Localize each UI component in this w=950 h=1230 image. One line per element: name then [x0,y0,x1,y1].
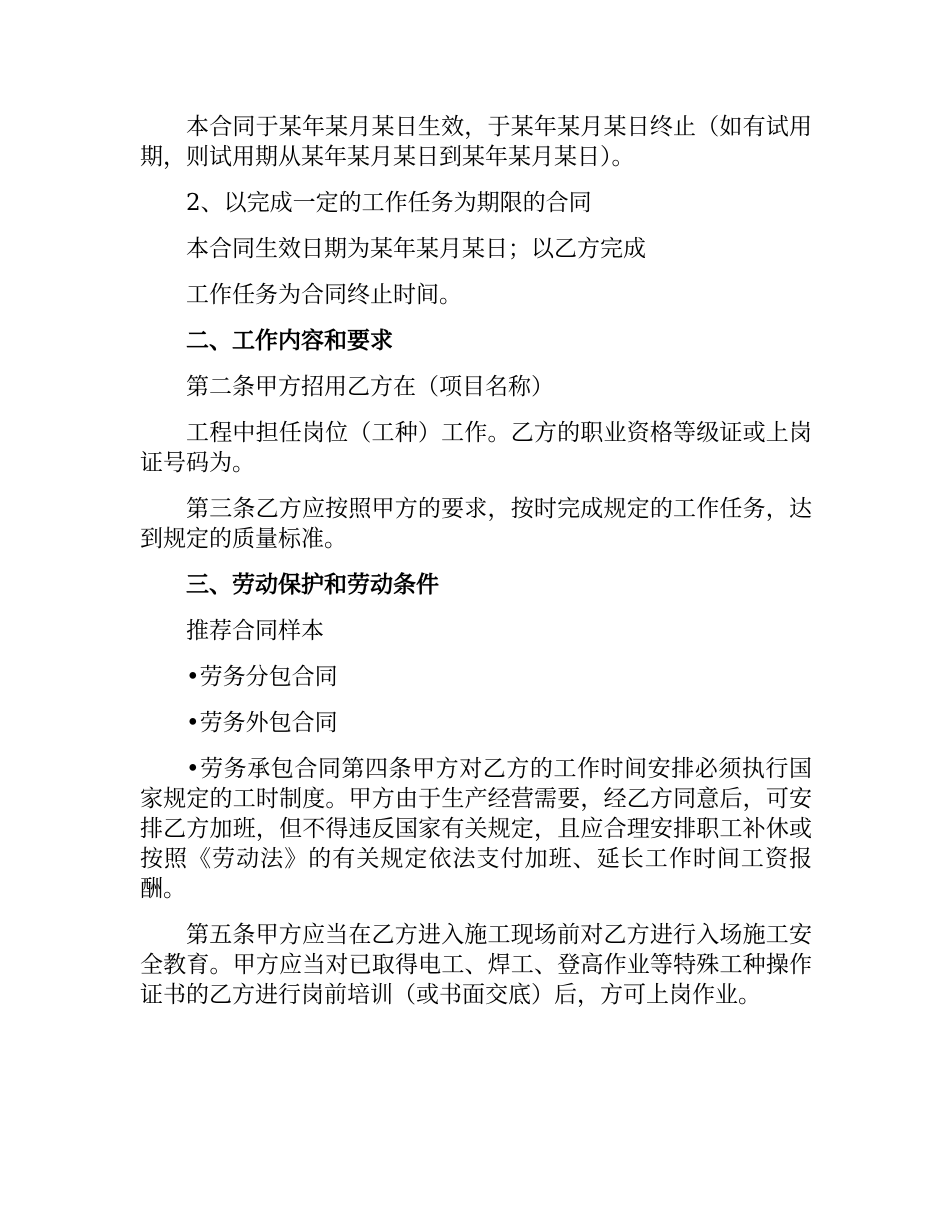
heading-labor-protection: 三、劳动保护和劳动条件 [186,571,439,598]
paragraph-termination: 工作任务为合同终止时间。 [186,282,462,308]
paragraph-article-5: 第五条甲方应当在乙方进入施工现场前对乙方进行入场施工安全教育。甲方应当对已取得电工、焊工、登高作业等特殊工种操作证书的乙方进行岗前培训（或书面交底）后，方可上岗作业。 [140,922,812,1008]
paragraph-article-4: •劳务承包合同第四条甲方对乙方的工作时间安排必须执行国家规定的工时制度。甲方由于生产经营需要，经乙方同意后，可安排乙方加班，但不得违反国家有关规定，且应合理安排职工补休或按照《劳动法》的有关规定依法支付加班、延长工作时间工资报酬。 [140,756,812,902]
paragraph-effective-date: 本合同于某年某月某日生效，于某年某月某日终止（如有试用期，则试用期从某年某月某日到某年某月某日）。 [140,114,812,170]
paragraph-article-3: 第三条乙方应按照甲方的要求，按时完成规定的工作任务，达到规定的质量标准。 [140,496,812,552]
paragraph-effective-task: 本合同生效日期为某年某月某日；以乙方完成 [186,236,646,262]
paragraph-article-2: 第二条甲方招用乙方在（项目名称） [186,374,554,400]
link-labor-subcontract[interactable]: •劳务分包合同 [186,664,338,690]
link-labor-outsourcing[interactable]: •劳务外包合同 [186,710,338,736]
paragraph-task-contract: 2、以完成一定的工作任务为期限的合同 [186,190,592,216]
document-body [140,112,812,1026]
paragraph-recommended-samples: 推荐合同样本 [186,618,324,644]
paragraph-post-duty: 工程中担任岗位（工种）工作。乙方的职业资格等级证或上岗证号码为。 [140,420,812,476]
heading-work-content: 二、工作内容和要求 [186,327,393,354]
